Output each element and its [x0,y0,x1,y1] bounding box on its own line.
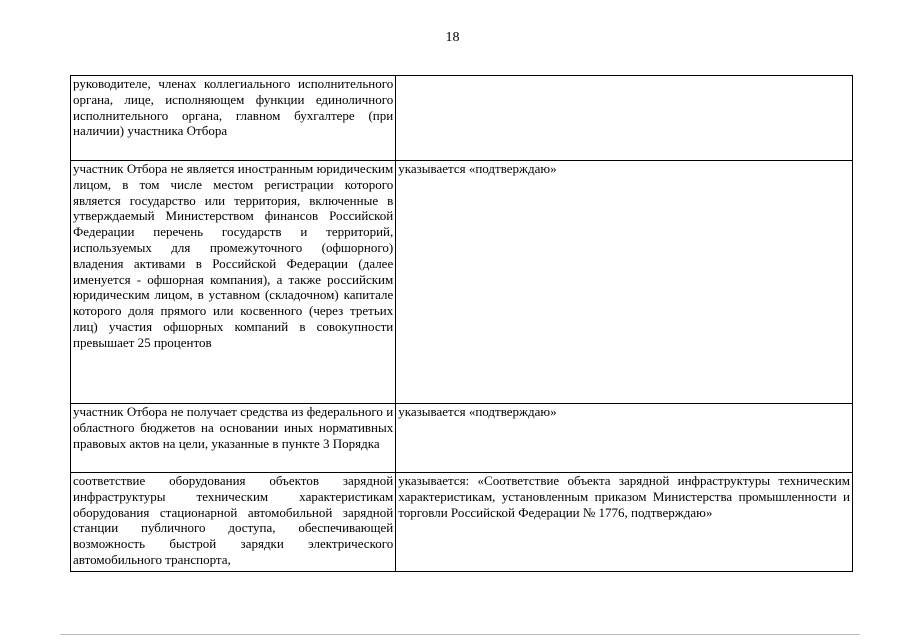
page-bottom-edge [60,634,860,635]
page-number: 18 [445,30,460,45]
requirement-cell: соответствие оборудования объектов зарядной инфраструктуры техническим характеристикам оборудования стационарной автомобильной зарядной станции публичного доступа, обеспечивающей возможность быстрой зарядки электрического автомобильного транспорта, [71,473,396,572]
instruction-cell: указывается: «Соответствие объекта зарядной инфраструктуры техническим характеристикам, установленным приказом Министерства промышленности и торговли Российской Федерации № 1776, подтверждаю» [396,473,853,572]
table-row [71,404,853,473]
instruction-cell: указывается «подтверждаю» [396,404,853,473]
instruction-cell: указывается «подтверждаю» [396,161,853,404]
table-row [71,161,853,404]
requirement-cell: участник Отбора не получает средства из федерального и областного бюджетов на основании иных нормативных правовых актов на цели, указанные в пункте 3 Порядка [71,404,396,473]
table-row [71,76,853,161]
requirement-cell: руководителе, членах коллегиального исполнительного органа, лице, исполняющем функции единоличного исполнительного органа, главном бухгалтере (при наличии) участника Отбора [71,76,396,161]
table-row [71,473,853,572]
requirements-table [70,75,853,572]
instruction-cell [396,76,853,161]
requirement-cell: участник Отбора не является иностранным юридическим лицом, в том числе местом регистрации которого является государство или территория, включенные в утверждаемый Министерством финансов Российской Федерации перечень государств и территорий, используемых для промежуточного (офшорного) владения активами в Российской Федерации (далее именуется - офшорная компания), а также российским юридическим лицом, в уставном (складочном) капитале которого доля прямого или косвенного (через третьих лиц) участия офшорных компаний в совокупности превышает 25 процентов [71,161,396,404]
